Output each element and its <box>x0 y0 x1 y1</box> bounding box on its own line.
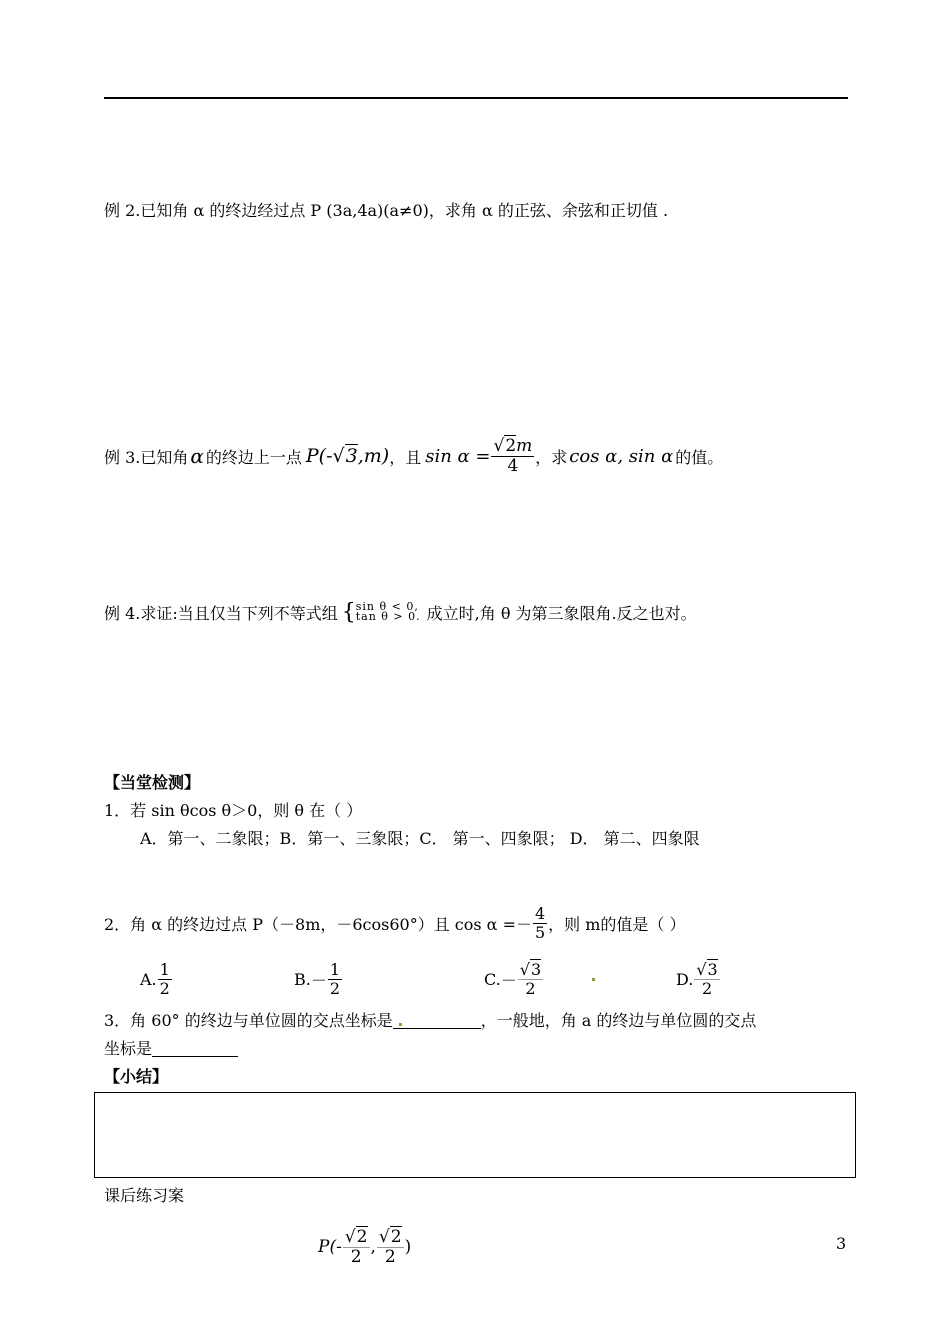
header-rule <box>104 97 848 99</box>
option-d-radicand: 3 <box>707 959 718 979</box>
alpha-symbol: α <box>190 444 204 468</box>
question-3-text-b: ，一般地，角 a 的终边与单位圆的交点 <box>480 1011 757 1030</box>
homework-comma: , <box>370 1237 376 1257</box>
option-d-numerator: √3 <box>696 959 718 979</box>
example-3-lead: 例 3.已知角 <box>104 447 189 467</box>
option-b-denominator: 2 <box>329 978 341 998</box>
sin-fraction-denominator: 4 <box>507 455 519 476</box>
summary-heading: 【小结】 <box>104 1067 169 1086</box>
homework-radicand-1: 2 <box>356 1226 368 1247</box>
stray-dot-2 <box>399 1023 402 1026</box>
example-3-find: ，求 <box>535 447 568 467</box>
question-2-fraction <box>533 905 547 941</box>
option-a-label: A. <box>140 969 157 989</box>
option-c-denominator: 2 <box>525 978 536 998</box>
question-3-text-c: 坐标是 <box>104 1039 153 1058</box>
summary-box[interactable] <box>94 1092 856 1178</box>
example-3-tail: 的值。 <box>675 447 724 467</box>
stray-dot <box>592 978 595 981</box>
homework-fraction-1-den: 2 <box>350 1246 362 1267</box>
question-2-lead: 2．角 α 的终边过点 P（－8m，－6cos60°）且 cos α =－ <box>104 914 532 934</box>
answer-blank-2[interactable] <box>152 1040 238 1057</box>
option-b-fraction <box>328 961 342 997</box>
option-a-denominator: 2 <box>159 978 170 998</box>
option-c-numerator: √3 <box>519 959 542 979</box>
homework-radicand-2: 2 <box>390 1226 402 1247</box>
inequality-row-1: sin θ < 0, <box>355 600 419 613</box>
page-number: 3 <box>836 1234 847 1253</box>
brace-icon: { <box>341 599 356 625</box>
option-a-numerator: 1 <box>159 959 170 979</box>
check-heading: 【当堂检测】 <box>104 773 201 792</box>
example-2-text: 例 2.已知角 α 的终边经过点 P (3a,4a)(a≠0)，求角 α 的正弦、余弦和正切值 . <box>104 201 669 220</box>
question-3-text-a: 3．角 60° 的终边与单位圆的交点坐标是 <box>104 1011 393 1030</box>
homework-fraction-2-den: 2 <box>384 1246 396 1267</box>
num-m: m <box>516 435 533 456</box>
question-3-line-2 <box>104 1038 238 1060</box>
example-4 <box>104 598 697 626</box>
question-2-tail: ，则 m的值是（ ） <box>548 914 686 934</box>
homework-fraction-1 <box>343 1228 370 1266</box>
homework-fraction-1-num: √2 <box>344 1226 368 1247</box>
example-4-lead: 例 4.求证:当且仅当下列不等式组 <box>104 603 338 623</box>
question-1-options: A．第一、二象限；B．第一、三象限；C． 第一、四象限； D． 第二、四象限 <box>140 829 700 848</box>
sqrt-3: 3 <box>345 445 358 467</box>
example-4-tail: 成立时,角 θ 为第三象限角.反之也对。 <box>426 603 697 623</box>
option-a-fraction <box>158 961 172 997</box>
question-1: 1．若 sin θcos θ＞0，则 θ 在（ ） <box>104 801 363 820</box>
homework-heading: 课后练习案 <box>104 1186 185 1205</box>
target-values: cos α, sin α <box>569 445 674 467</box>
example-2 <box>104 200 668 222</box>
example-3-and: ，且 <box>389 447 422 467</box>
inequality-row-2: tan θ > 0. <box>355 610 421 623</box>
homework-fraction-2 <box>377 1228 404 1266</box>
option-c <box>484 955 595 1003</box>
point-p-open: P(- <box>305 445 333 467</box>
question-2-denominator: 5 <box>534 922 546 942</box>
option-c-sign: － <box>500 970 517 990</box>
option-b <box>294 955 343 1003</box>
question-2 <box>104 898 686 948</box>
num-sqrt: 2 <box>505 435 517 456</box>
option-b-sign: － <box>310 970 327 990</box>
answer-blank-1a[interactable] <box>393 1012 413 1029</box>
homework-fraction-2-num: √2 <box>378 1226 402 1247</box>
option-b-label: B. <box>294 969 311 989</box>
option-d <box>676 955 721 1003</box>
question-2-numerator: 4 <box>534 903 546 923</box>
homework-point-close: ) <box>404 1237 412 1257</box>
point-p <box>306 445 389 467</box>
example-3 <box>104 430 723 482</box>
point-p-close: ,m) <box>357 445 390 467</box>
option-d-denominator: 2 <box>701 978 713 998</box>
option-b-numerator: 1 <box>329 959 341 979</box>
inequality-system <box>356 602 421 622</box>
answer-blank-1b[interactable] <box>413 1012 481 1029</box>
sin-fraction <box>491 437 534 475</box>
option-a <box>140 955 173 1003</box>
question-3-line-1 <box>104 1010 756 1032</box>
option-d-label: D. <box>676 969 694 989</box>
option-c-label: C. <box>484 969 501 989</box>
option-c-radicand: 3 <box>530 959 542 979</box>
homework-point <box>318 1222 411 1272</box>
option-d-fraction <box>694 961 719 997</box>
homework-point-open: P(- <box>318 1237 342 1257</box>
option-c-fraction <box>518 961 543 997</box>
sqrt-symbol: √3 <box>332 445 358 467</box>
sin-fraction-numerator: √2m <box>493 435 533 456</box>
sin-alpha-label: sin α = <box>425 445 491 467</box>
example-3-text: 的终边上一点 <box>205 447 302 467</box>
